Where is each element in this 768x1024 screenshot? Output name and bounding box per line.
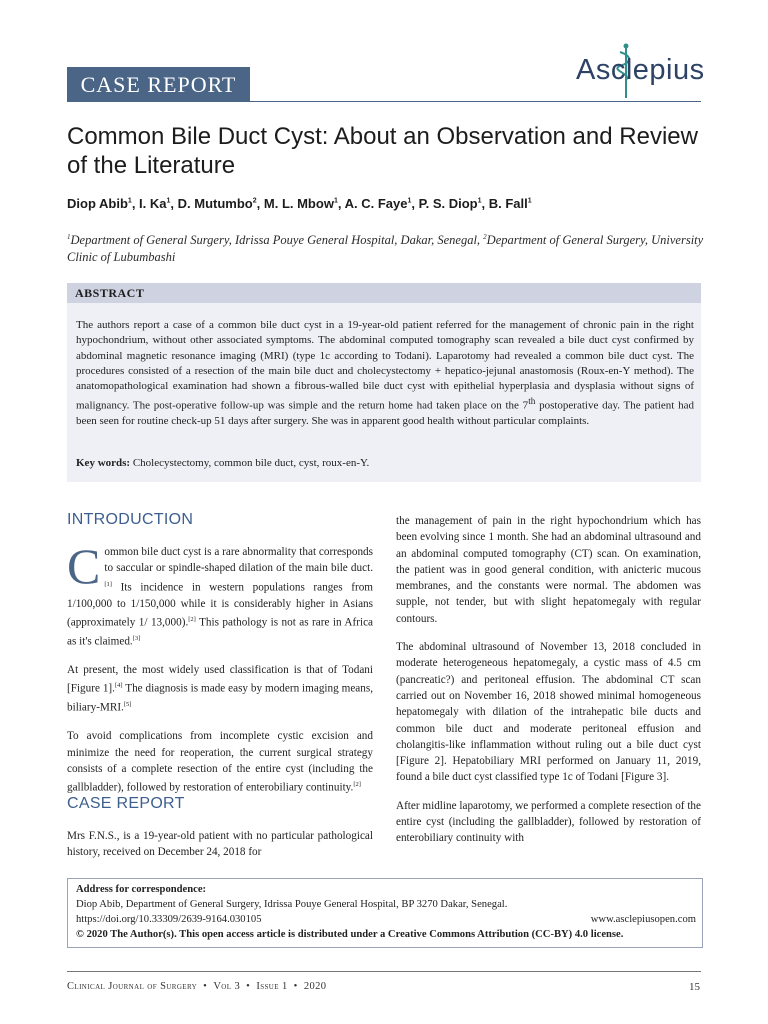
paragraph: Mrs F.N.S., is a 19-year-old patient with no particular pathological history, received on December 24, 2018 for [67,830,373,859]
author: Diop Abib [67,196,128,211]
banner-rule [250,101,701,102]
journal-footer: Clinical Journal of Surgery • Vol 3 • Issue 1 • 2020 [67,981,327,992]
author: B. Fall [488,196,528,211]
paragraph: Common bile duct cyst is a rare abnormality that corresponds to saccular or spindle-shaped dilation of the main bile duct.[1] Its incidence in western populations ranges from 1/100,000 to 1/150,000 while it is considerably higher in Asians (approximately 1/ 13,000).[2] This pathology is not as rare in Africa as it's claimed.[3] [67,538,374,648]
doi-link[interactable]: https://doi.org/10.33309/2639-9164.030105 [76,914,262,925]
author: I. Ka [139,196,167,211]
author: A. C. Faye [344,196,408,211]
paragraph: At present, the most widely used classification is that of Todani [Figure 1].[4] The diagnosis is made easy by modern imaging means, biliary-MRI.[5] [67,663,373,715]
logo-text: Asclepius [576,54,705,86]
abstract-header: ABSTRACT [67,283,701,303]
drop-cap: C [67,538,101,594]
author: D. Mutumbo [177,196,253,211]
affiliations: $^1$Department of General Surgery, Idrissa Pouye General Hospital, Dakar, Senegal, $^2$Department of General Surgery, University Clinic of Lubumbashi [67,233,704,265]
paragraph: the management of pain in the right hypochondrium which has been evolving since 1 month. She had an abdominal ultrasound and an abdominal computed tomography (CT) scan. On examination, the patient was in good general condition, with anicteric mucous membranes, and the constants were normal. The abdomen was supple, not tender, but with slight hepatomegaly with regular contours. [396,515,701,625]
publisher-logo[interactable] [560,40,710,100]
paragraph: After midline laparotomy, we performed a complete resection of the entire cyst (including the gallbladder), followed by restoration of enterobiliary continuity with [396,799,701,845]
author: P. S. Diop [418,196,478,211]
paragraph: To avoid complications from incomplete cystic excision and minimize the need for reoperation, the current surgical strategy consists of a complete resection of the entire cyst (including the gallbladder), followed by restoration of enterobiliary continuity.[2] [67,730,373,794]
license-note: © 2020 The Author(s). This open access article is distributed under a Creative Commons Attribution (CC-BY) 4.0 license. [76,929,624,940]
right-column-body [396,513,701,859]
article-title: Common Bile Duct Cyst: About an Observation and Review of the Literature [67,123,698,179]
keywords: Key words: Cholecystectomy, common bile duct, cyst, roux-en-Y. [76,457,370,469]
author: M. L. Mbow [263,196,334,211]
abstract-text: The authors report a case of a common bile duct cyst in a 19-year-old patient referred for the management of chronic pain in the right hypochondrium, without other associated symptoms. The abdominal computed tomography scan revealed a bile duct cyst confirmed by abdominal magnetic resonance imaging (MRI) (type 1c according to Todani). Laparotomy had revealed a common bile duct cyst. The procedures consisted of a resection of the main bile duct and cholecystectomy + hepatico-jejunal anastomosis (Roux-en-Y method). The anatomopathological examination had shown a fibrous-walled bile duct cyst with epithelial hyperplasia and dysplasia without signs of malignancy. The post-operative follow-up was simple and the return home had taken place on the 7th postoperative day. The patient had been seen for routine check-up 51 days after surgery. She was in apparent good health without particular complaints. [76,319,694,428]
case-report-heading: CASE REPORT [67,795,185,812]
case-report-body [67,828,373,873]
page-number: 15 [689,981,700,993]
website-link[interactable]: www.asclepiusopen.com [590,914,696,925]
left-column-body [67,538,374,808]
introduction-heading: INTRODUCTION [67,511,194,528]
correspondence-text: Address for correspondence: Diop Abib, Department of General Surgery, Idrissa Pouye General Hospital, BP 3270 Dakar, Senegal. https://doi.org/10.33309/2639-9164.030105 www.asclepiusopen.com © 2020 The Author(s). This open access article is distributed under a Creative Commons Attribution (CC-BY) 4.0 license. [76,884,696,940]
section-banner: CASE REPORT [67,67,250,102]
author-list: Diop Abib$^1$, I. Ka$^1$, D. Mutumbo$^2$, M. L. Mbow$^1$, A. C. Faye$^1$, P. S. Diop$^1$, B. Fall$^1$ [67,196,532,211]
footer-rule [67,971,701,972]
paragraph: The abdominal ultrasound of November 13, 2018 concluded in moderate heterogeneous hepatomegaly, a cystic mass of 4.5 cm (pancreatic?) and peritoneal effusion. The abdominal CT scan carried out on November 16, 2018 showed minimal homogeneous hepatomegaly with dilation of the intrahepatic bile ducts and common bile duct and moderate peritoneal effusion and cholangitis-like inflammation without ruling out a bile duct cyst [Figure 2]. Hepatobiliary MRI performed on January 11, 2019, found a bile duct cyst classified type 1c of Todani [Figure 3]. [396,641,701,784]
